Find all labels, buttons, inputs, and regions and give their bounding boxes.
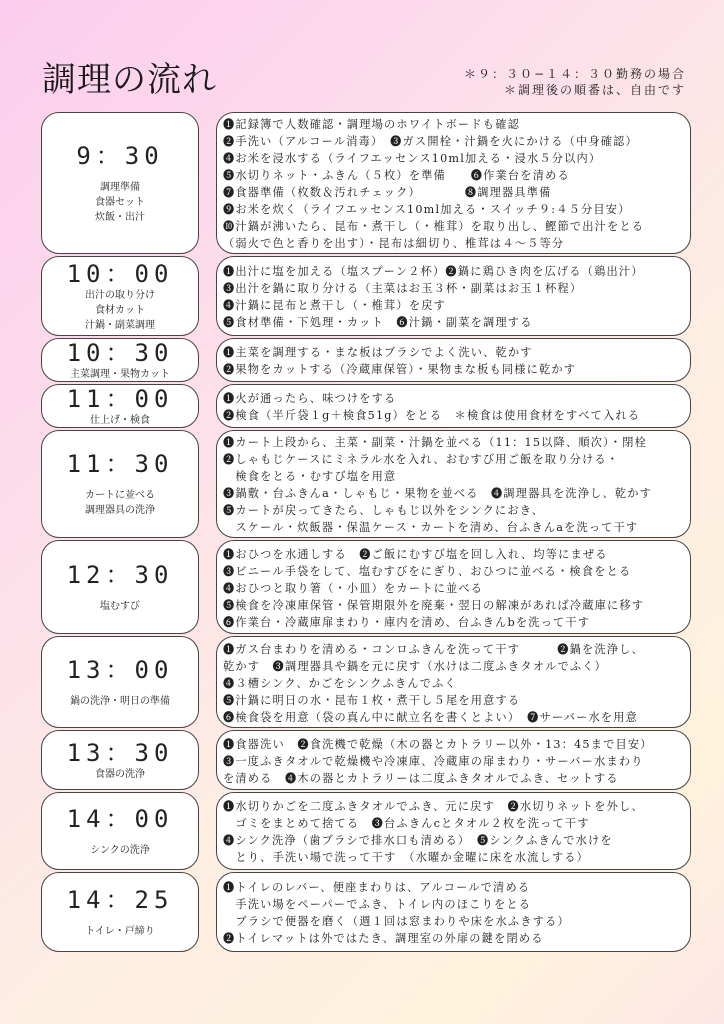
task-step: ❸鍋敷・台ふきんa・しゃもじ・果物を並べる ❹調理器具を洗浄し、乾かす [223, 487, 653, 500]
task-step: ❸出汁を鍋に取り分ける（主菜はお玉３杯・副菜はお玉１杯程） [223, 282, 583, 295]
time-box [41, 112, 199, 254]
task-summary: 食器の洗浄 [95, 768, 145, 780]
time-label: 13：30 [66, 738, 174, 767]
time-label: 14：00 [66, 804, 174, 833]
task-step: ❶食器洗い ❷食洗機で乾燥（木の器とカトラリー以外・13：45まで目安） [223, 737, 653, 751]
task-step: ❹シンク洗浄（歯ブラシで排水口も清める） ❺シンクふきんで水けを [223, 834, 613, 847]
task-step: ❶カート上段から、主菜・副菜・汁鍋を並べる（11：15以降、順次）・閉栓 [223, 436, 648, 449]
task-step: ❶記録簿で人数確認・調理場のホワイトボードも確認 [223, 118, 520, 131]
task-step: ❶おひつを水通しする ❷ご飯にむすび塩を回し入れ、均等にまぜる [223, 547, 608, 561]
task-summary: 出汁の取り分け [85, 289, 155, 301]
task-step: とり、手洗い場で洗って干す （水曜か金曜に床を水流しする） [223, 851, 590, 864]
task-summary: トイレ・戸締り [85, 925, 155, 937]
schedule-row [41, 384, 691, 428]
time-box [41, 384, 199, 428]
task-details [216, 338, 691, 382]
schedule-row [41, 540, 691, 634]
task-step: ❹おひつと取り箸（・小皿）をカートに並べる [223, 581, 484, 595]
schedule-row [41, 730, 691, 790]
task-step: ❶主菜を調理する・まな板はブラシでよく洗い、乾かす [223, 346, 533, 359]
task-step: ❹３槽シンク、かごをシンクふきんでふく [223, 676, 457, 690]
task-details [216, 540, 691, 634]
task-step: ❷トイレマットは外ではたき、調理室の外扉の鍵を閉める [223, 932, 544, 945]
task-details [216, 636, 691, 728]
header-notes [464, 66, 686, 98]
task-step: 検食をとる・むすび塩を用意 [223, 470, 397, 483]
task-details [216, 430, 691, 538]
task-step: ❷しゃもじケースにミネラル水を入れ、おむすび用ご飯を取り分ける・ [223, 453, 620, 466]
task-summary: 仕上げ・検食 [90, 414, 150, 426]
schedule-row [41, 256, 691, 336]
task-summary: 炊飯・出汁 [95, 211, 145, 223]
task-step: ❷果物をカットする（冷蔵庫保管）・果物まな板も同様に乾かす [223, 363, 577, 376]
task-step: ❸一度ふきタオルで乾燥機や冷凍庫、冷蔵庫の扉まわり・サーバー水まわり [223, 754, 644, 768]
task-step: を清める ❹木の器とカトラリーは二度ふきタオルでふき、セットする [223, 771, 619, 785]
time-box [41, 430, 199, 538]
note-work-hours: ＊９：３０−１４：３０勤務の場合 [463, 67, 686, 81]
time-box [41, 792, 199, 870]
time-label: 11：30 [66, 450, 174, 478]
task-details [216, 256, 691, 336]
page-title: 調理の流れ [42, 60, 217, 100]
task-step: ❷検食（半斤袋１g＋検食51g）をとる ＊検食は使用食材をすべて入れる [223, 409, 641, 422]
time-label: 10：00 [66, 259, 174, 288]
task-step: ❷手洗い（アルコール消毒） ❸ガス開栓・汁鍋を火にかける（中身確認） [223, 135, 638, 148]
task-summary: 鍋の洗浄・明日の準備 [70, 695, 170, 707]
task-summary: 調理器具の洗浄 [85, 505, 155, 516]
task-step: 乾かす ❸調理器具や鍋を元に戻す（水けは二度ふきタオルでふく） [223, 659, 608, 673]
task-step: 手洗い場をペーパーでふき、トイレ内のほこりをとる [223, 898, 532, 911]
schedule-row [41, 112, 691, 254]
time-box [41, 338, 199, 382]
task-step: ❻作業台・冷蔵庫扉まわり・庫内を清め、台ふきんbを洗って干す [223, 615, 591, 629]
time-label: 11：00 [66, 384, 174, 413]
task-summary: 汁鍋・副菜調理 [85, 319, 155, 331]
note-order-free: ＊調理後の順番は、自由です [503, 83, 686, 97]
task-step: ❿汁鍋が沸いたら、昆布・煮干し（・椎茸）を取り出し、鰹節で出汁をとる [223, 220, 645, 233]
schedule-row [41, 792, 691, 870]
task-summary: 食材カット [95, 304, 145, 316]
time-box [41, 636, 199, 728]
task-step: ❺汁鍋に明日の水・昆布１枚・煮干し５尾を用意する [223, 693, 521, 707]
task-summary: 塩むすび [100, 600, 140, 612]
time-box [41, 872, 199, 952]
task-step: ❺食材準備・下処理・カット ❻汁鍋・副菜を調理する [223, 316, 533, 329]
time-label: 10：30 [66, 338, 174, 367]
task-details [216, 112, 691, 254]
time-label: 13：00 [66, 655, 174, 684]
task-step: ❶火が通ったら、味つけをする [223, 392, 397, 405]
task-step: スケール・炊飯器・保温ケース・カートを清め、台ふきんaを洗って干す [223, 521, 639, 534]
task-step: ブラシで便器を磨く（週１回は窓まわりや床を水ふきする） [223, 915, 570, 928]
task-step: ❶トイレのレバー、便座まわりは、アルコールで清める [223, 881, 531, 894]
task-step: （弱火で色と香りを出す）・昆布は細切り、椎茸は４～５等分 [223, 237, 565, 250]
task-step: ❺検食を冷凍庫保管・保管期限外を廃棄・翌日の解凍があれば冷蔵庫に移す [223, 598, 645, 612]
task-step: ❶ガス台まわりを清める・コンロふきんを洗って干す ❷鍋を洗浄し、 [223, 642, 644, 656]
time-label: 9：30 [76, 141, 164, 170]
task-step: ❹お米を浸水する（ライフエッセンス10ml加える・浸水５分以内） [223, 152, 602, 165]
schedule-row [41, 636, 691, 728]
task-step: ❹汁鍋に昆布と煮干し（・椎茸）を戻す [223, 299, 446, 312]
time-box [41, 540, 199, 634]
task-step: ❾お米を炊く（ライフエッセンス10ml加える・スイッチ９:４５分目安） [223, 203, 631, 216]
task-step: ❺水切りネット・ふきん（５枚）を準備 ❻作業台を清める [223, 169, 570, 182]
task-summary: 食器セット [95, 196, 145, 208]
task-summary: カートに並べる [85, 490, 155, 501]
time-label: 12：30 [66, 560, 174, 589]
task-details [216, 872, 691, 952]
task-summary: 調理準備 [100, 181, 140, 193]
schedule-row [41, 430, 691, 538]
schedule-row [41, 338, 691, 382]
task-step: ❺カートが戻ってきたら、しゃもじ以外をシンクにおき、 [223, 504, 545, 517]
task-summary: 主菜調理・果物カット [70, 368, 170, 380]
time-box [41, 730, 199, 790]
task-summary: シンクの洗浄 [90, 844, 150, 856]
task-details [216, 384, 691, 428]
time-label: 14：25 [66, 885, 174, 914]
task-step: ❼食器準備（枚数＆汚れチェック） ❽調理器具準備 [223, 186, 552, 199]
time-box [41, 256, 199, 336]
task-details [216, 792, 691, 870]
task-step: ❶出汁に塩を加える（塩スプーン２杯）❷鍋に鶏ひき肉を広げる（鶏出汁） [223, 265, 644, 278]
task-step: ❸ビニール手袋をして、塩むすびをにぎり、おひつに並べる・検食をとる [223, 564, 632, 578]
task-step: ❶水切りかごを二度ふきタオルでふき、元に戻す ❷水切りネットを外し、 [223, 800, 644, 813]
schedule-row [41, 872, 691, 952]
task-details [216, 730, 691, 790]
task-step: ゴミをまとめて捨てる ❸台ふきんcとタオル２枚を洗って干す [223, 817, 590, 830]
task-step: ❻検食袋を用意（袋の真ん中に献立名を書くとよい） ❼サーバー水を用意 [223, 710, 639, 724]
